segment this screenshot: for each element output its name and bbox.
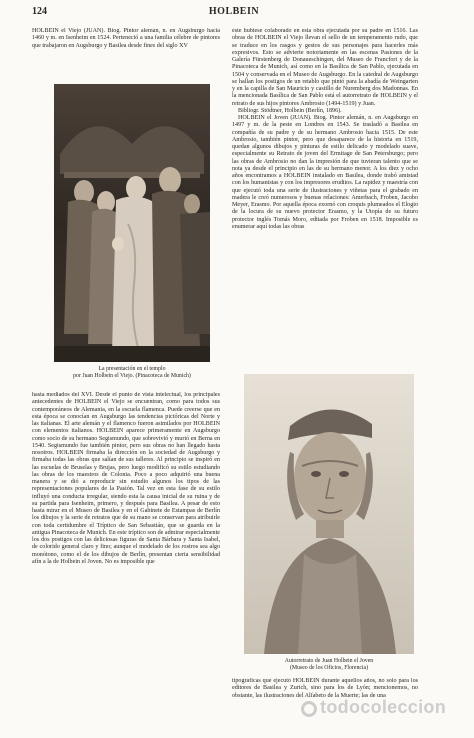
caption-source: por Juan Holbein el Viejo. (Pinacoteca de Munich) [73,373,191,379]
body-paragraph: hasta mediados del XVI. Desde el punto de vista intelectual, los principales antecedentes de HOLBEIN el Viejo se encuentran, como para todos sus contemporáneos de Alemania, en la escuela flamenca. Puede creerse que en esta época se conocían en Augsburgo las tendencias pictóricas del Norte y las italianas. El arte alemán y el flamenco fueron asimilados por HOLBEIN con elementos italianos. HOLBEIN aparece primeramente en Augsburgo como socio de su hermano Segismundo, que sobrevivió y murió en Berna en 1540. Segismundo fue también pintor, pero sus obras no han llegado hasta nosotros. HOLBEIN firmaba la dirección en la sociedad de Augsburgo y firmaba todas las obras que salían de sus talleres. Al principio se inspiró en las escuelas de Bruselas y Brujas, pero luego modificó su estilo estudiando las obras de los maestros de Colonia. Poco a poco adquirió una buena manera y se dió a reproducir sin estudio algunos los tipos de las representaciones populares de la Pasión. Tal vez en esta fase de su estilo influyó una conducta irregular, siendo esta la causa inicial de su ruina y de su partida para Isenheim, primero, y después para Basilea. A pesar de esto hasta mirar en el Museo de Basilea y en el Gabinete de Estampas de Berlín los dibujos y la serie de retratos que de su mano se conservan para atribuirle con toda certidumbre el Tríptico de San Sebastián, que se guarda en la antigua Pinacoteca de Munich. En este tríptico son de admirar especialmente los dos postigos con las deliciosas figuras de Santa Bárbara y Santa Isabel, de colorido general claro y fino; aunque el modelado de los rostros sea algo monótono, como el de los dibujos de Berlín, presentan cierta sensibilidad afín a la de Holbein el Joven. No es imposible que [32,392,220,565]
entry-paragraph: HOLBEIN el Joven (JUAN). Biog. Pintor alemán, n. en Augsburgo en 1497 y m. de la peste en Londres en 1543. Se trasladó a Basilea en compañía de su padre y de su hermano Ambrosio hacia 1515. De este Ambrosio, también pintor, pero que desaparece de la historia en 1519, quedan algunos dibujos y pinturas de estilo delicado y modelado suave, especialmente su Retrato de joven del Ermitage de San Petersburgo; pero las obras de Ambrosio no dan la impresión de que tuvieran talento que se nota ya desde el principio en las de su hermano menor. A los diez y ocho años encontramos a HOLBEIN instalado en Basilea, donde trabó amistad con los humanistas y con los impresores eruditos. La rapidez y maestría con que ejecutó toda una serie de ilustraciones y viñetas para el grabado en madera le creó numerosos y buenas relaciones: Amerbach, Froben, Jacobo Meyer, Erasmo. Por aquella época exornó con croquis plumeados el Elogio de la locura de su nuevo protector Erasmo, y la Utopía de su futuro protector inglés Tomás Moro, editada por Froben en 1518. Imposible es enumerar aquí todas las obras [232,115,418,230]
body-paragraph: tipográficas que ejecutó HOLBEIN durante aquellos años, no solo para los editores de Basilea y Zurich, sino para los de Lyón; mencionemos, no obstante, las ilustraciones del Alfabeto de la Muerte; las de una [232,678,418,699]
painting-self-portrait [244,374,414,654]
painting-presentation-in-temple [54,84,210,362]
caption-title: La presentación en el templo [98,366,166,372]
watermark-logo-icon [301,701,317,717]
running-head: HOLBEIN [208,6,260,17]
figure-self-portrait [244,374,414,674]
right-column-top [232,28,418,371]
watermark-text: todocoleccion [320,697,446,717]
body-paragraph: éste hubiese colaborado en esta obra ejecutada por su padre en 1516. Las obras de HOLBEIN el Viejo llevan el sello de un temperamento rudo, que se traduce en los rasgos y gestos de sus personajes para hacerles más expresivos. Esto se advierte notoriamente en las escenas Pasiones de la Galería Fürstenberg de Donaueschingen, del Museo de Francfort y de la Pinacoteca de Munich, así como en la Basílica de San Pablo, ejecutada en 1504 y conservada en el Museo de Augsburgo. En la catedral de Augsburgo se hallan los postigos de un retablo que pintó para la abadía de Weingarten y en la capilla de San Mauricio y castillo de Nuremberg dos Madonnas. En la mencionada Basílica de San Pablo está el autorretrato de HOLBEIN y el retrato de sus hijos pintores Ambrosio (1494-1519) y Juan. [232,28,418,107]
figure-presentation [54,84,210,386]
page-number: 124 [32,6,47,17]
bibliography: Bibliogr. Stödtner, Holbein (Berlín, 1896). [238,107,342,114]
watermark [301,697,446,718]
caption-source: (Museo de los Oficios, Florencia) [289,665,369,671]
figure-caption [54,366,210,380]
left-column-bottom [32,392,220,696]
left-column-top [32,28,220,80]
caption-title: Autorretrato de Juan Holbein el Joven [284,658,374,664]
figure-caption [244,658,414,672]
entry-paragraph: HOLBEIN el Viejo (JUAN). Biog. Pintor alemán, n. en Augsburgo hacia 1460 y m. en Isenheim en 1524. Perteneció a una familia célebre de pintores que trabajaron en Augsburgo y Basilea desde fines del siglo XV [32,28,220,49]
page-header [32,6,436,20]
